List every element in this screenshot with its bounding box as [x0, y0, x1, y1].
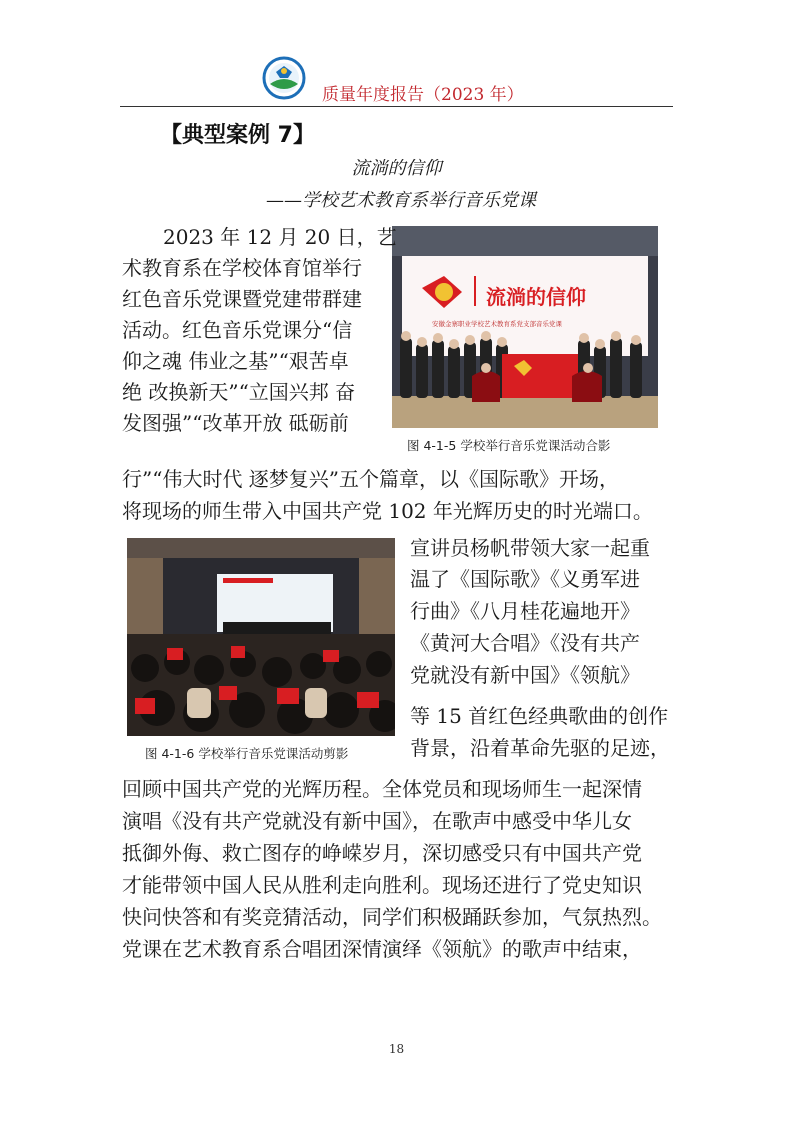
banner-title: 流淌的信仰 [486, 285, 586, 309]
paragraph-line: 温了《国际歌》《义勇军进 [410, 567, 640, 591]
paragraph-line: 背景，沿着革命先驱的足迹， [410, 736, 670, 760]
school-logo-icon [262, 56, 306, 100]
paragraph-line: 发图强”“改革开放 砥砺前 [122, 411, 349, 435]
paragraph-line: 党课在艺术教育系合唱团深情演绎《领航》的歌声中结束， [122, 937, 642, 961]
banner-subtitle: 安徽金寨职业学校艺术教育系党支部音乐党课 [432, 320, 562, 328]
header-divider [120, 106, 673, 107]
paragraph-line: 活动。红色音乐党课分“信 [122, 318, 353, 342]
paragraph-line: 2023 年 12 月 20 日，艺 [163, 225, 397, 249]
header-title: 质量年度报告（2023 年） [322, 85, 524, 105]
paragraph-line: 行曲》《八月桂花遍地开》 [410, 599, 640, 623]
paragraph-line: 术教育系在学校体育馆举行 [122, 256, 362, 280]
photo2-caption: 图 4-1-6 学校举行音乐党课活动剪影 [145, 746, 349, 761]
article-title: 流淌的信仰 [351, 158, 442, 179]
page-number: 18 [388, 1042, 405, 1056]
paragraph-line: 红色音乐党课暨党建带群建 [122, 287, 362, 311]
paragraph-line: 等 15 首红色经典歌曲的创作 [410, 704, 669, 728]
case-label: 【典型案例 7】 [160, 123, 315, 148]
paragraph-line: 宣讲员杨帆带领大家一起重 [410, 536, 650, 560]
concert-photo [127, 538, 395, 736]
paragraph-line: 绝 改换新天”“立国兴邦 奋 [122, 380, 356, 404]
photo1-caption: 图 4-1-5 学校举行音乐党课活动合影 [407, 438, 611, 453]
paragraph-line: 演唱《没有共产党就没有新中国》，在歌声中感受中华儿女 [122, 809, 632, 833]
paragraph-line: 党就没有新中国》《领航》 [410, 663, 640, 687]
paragraph-line: 快问快答和有奖竞猜活动，同学们积极踊跃参加，气氛热烈。 [122, 905, 662, 929]
paragraph-line: 将现场的师生带入中国共产党 102 年光辉历史的时光端口。 [122, 499, 653, 523]
group-photo [392, 226, 658, 428]
paragraph-line: 仰之魂 伟业之基”“艰苦卓 [122, 349, 349, 373]
paragraph-line: 才能带领中国人民从胜利走向胜利。现场还进行了党史知识 [122, 873, 642, 897]
article-subtitle: ——学校艺术教育系举行音乐党课 [266, 190, 536, 211]
paragraph-line: 《黄河大合唱》《没有共产 [410, 631, 640, 655]
paragraph-line: 抵御外侮、救亡图存的峥嵘岁月，深切感受只有中国共产党 [122, 841, 642, 865]
paragraph-line: 回顾中国共产党的光辉历程。全体党员和现场师生一起深情 [122, 777, 642, 801]
paragraph-line: 行”“伟大时代 逐梦复兴”五个篇章，以《国际歌》开场， [122, 467, 620, 491]
